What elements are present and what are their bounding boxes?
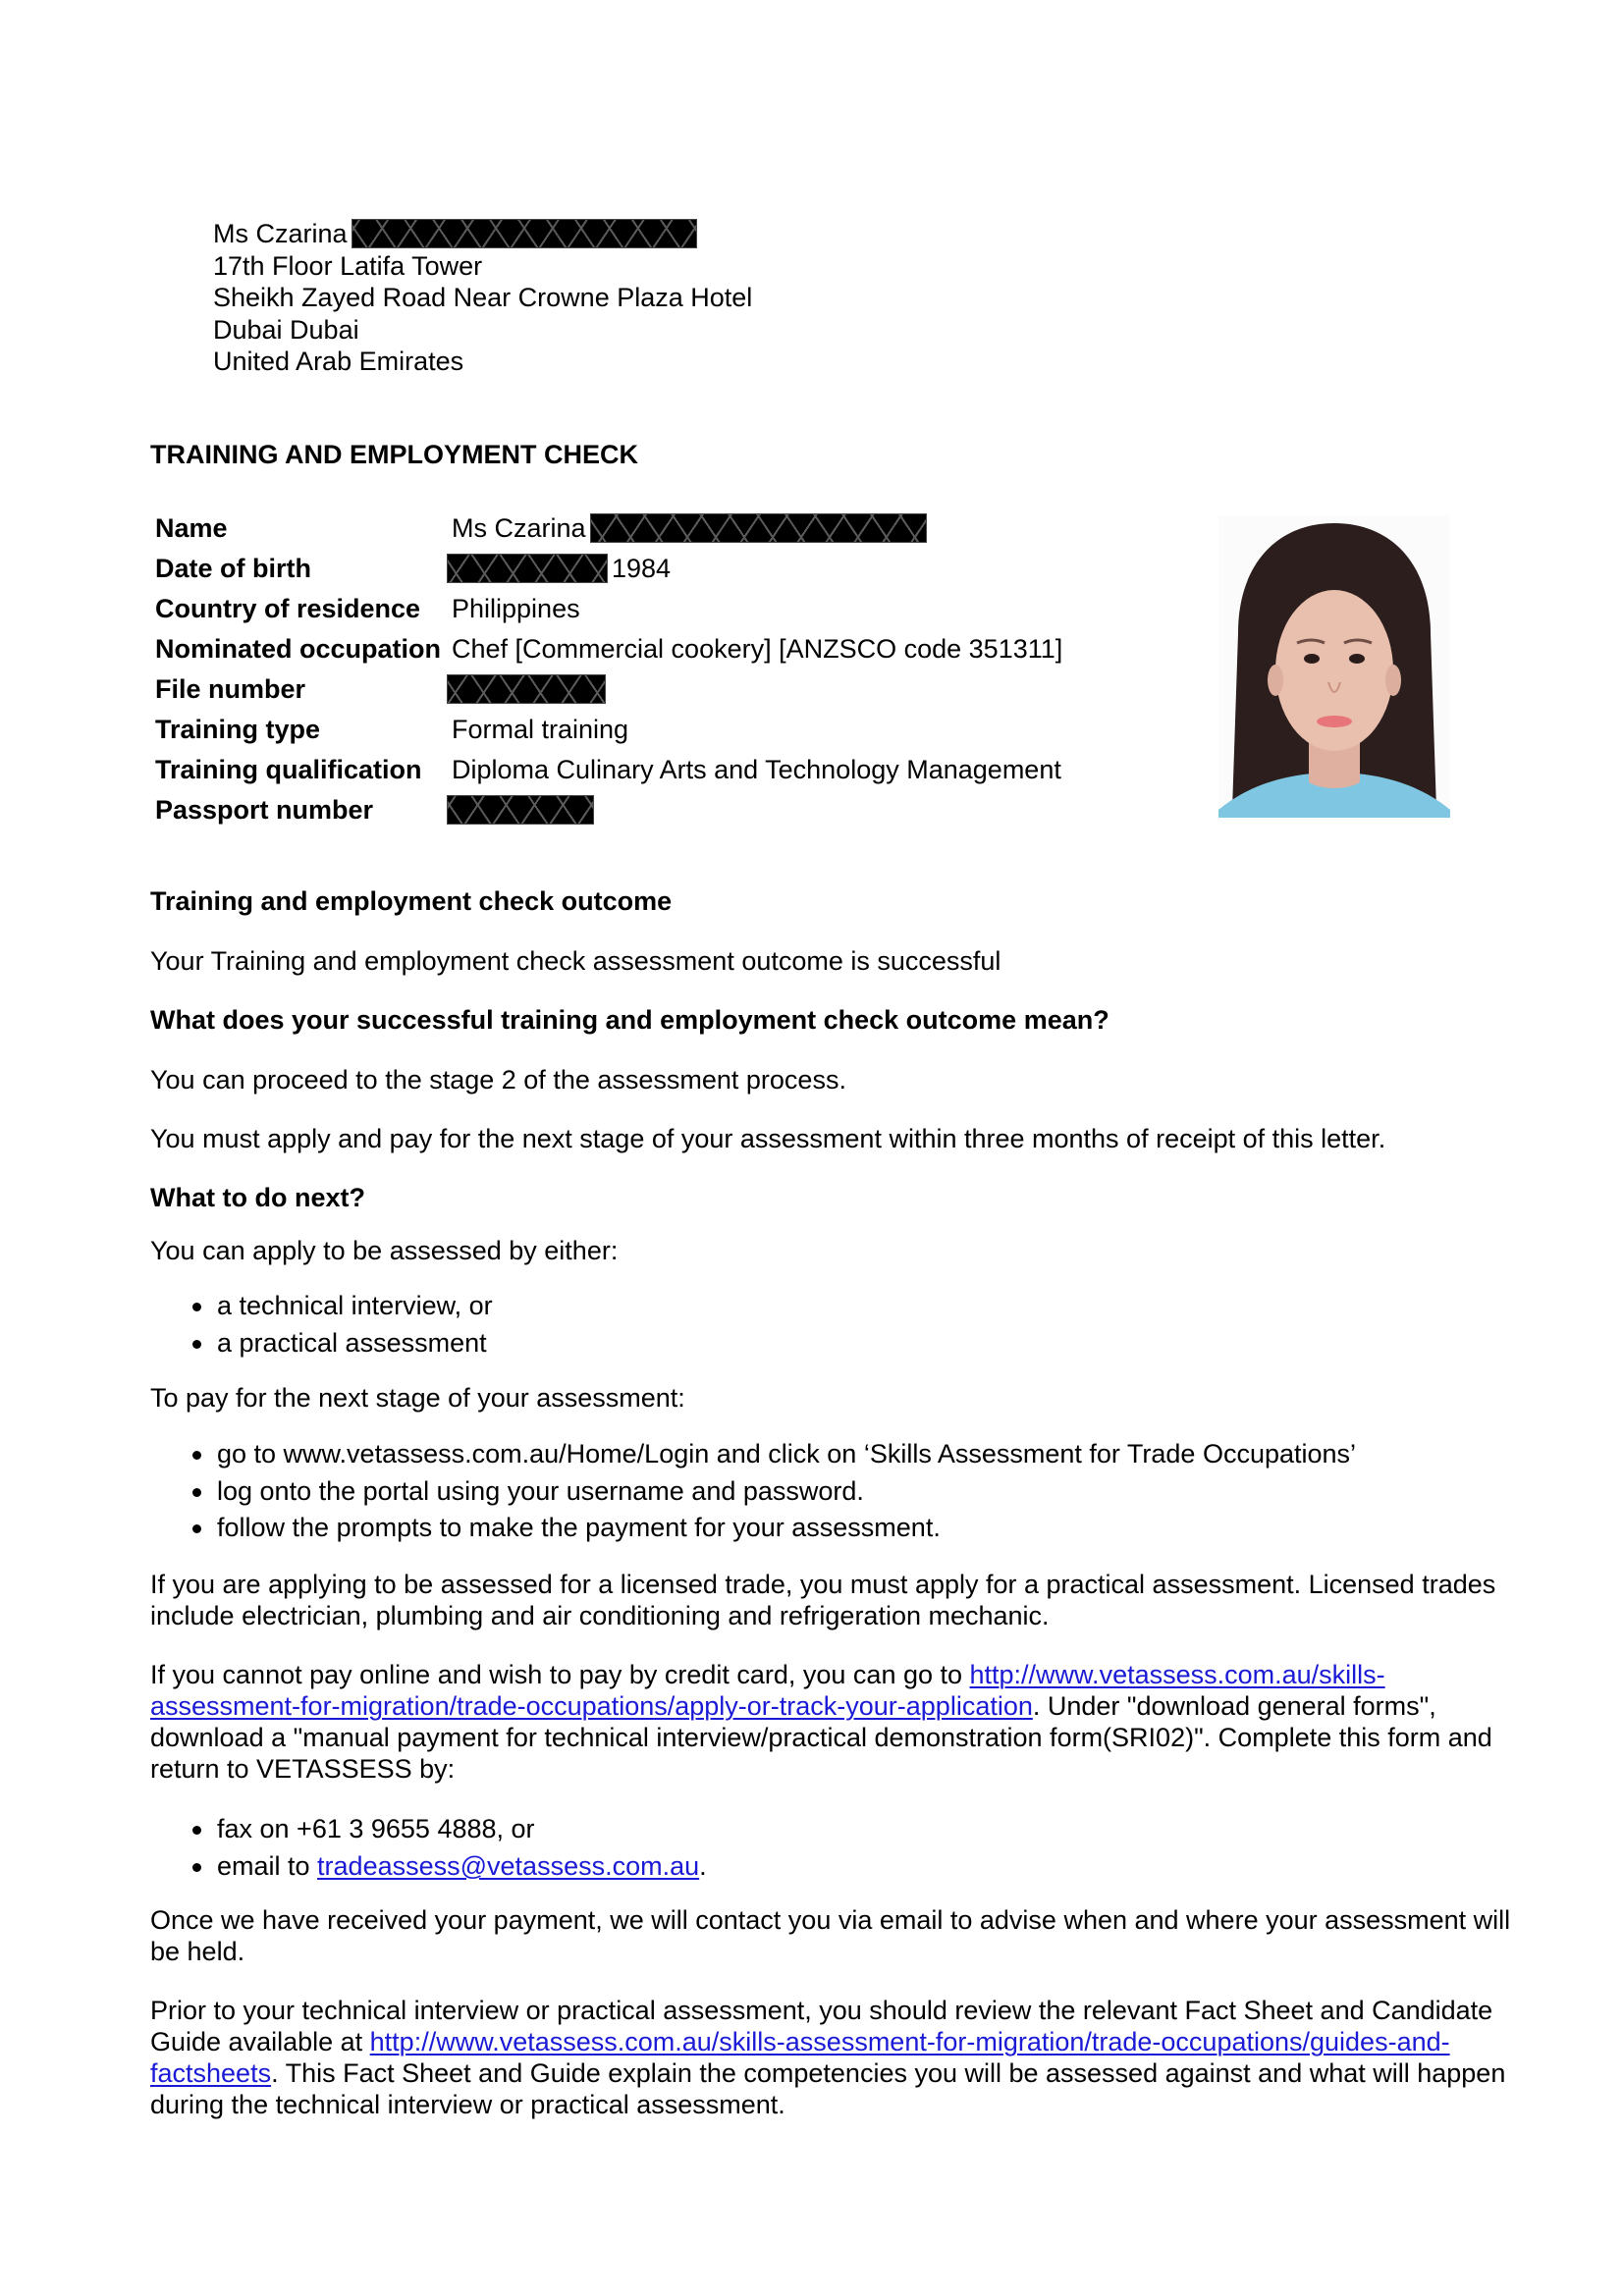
guide-line-2 (150, 2026, 1505, 2057)
guide-line-1: Prior to your technical interview or practical assessment, you should review the relevant Fact Sheet and Candidate (150, 1996, 1493, 2025)
manual-payment-line-2 (150, 1690, 1492, 1722)
outcome-result-text: Your Training and employment check assessment outcome is successful (150, 946, 1001, 976)
details-value: Philippines (452, 594, 580, 623)
address-line-4: United Arab Emirates (213, 347, 464, 376)
meaning-paragraph-2: You must apply and pay for the next stage of your assessment within three months of receipt of this letter. (150, 1124, 1386, 1153)
apply-or-track-link-continued[interactable]: assessment-for-migration/trade-occupations/apply-or-track-your-application (150, 1691, 1033, 1721)
guide-line-3 (150, 2057, 1505, 2089)
manual-payment-paragraph (150, 1659, 1492, 1785)
contact-line-1: Once we have received your payment, we will contact you via email to advise when and where your assessment will (150, 1905, 1511, 1935)
details-label: Training qualification (155, 755, 422, 784)
pay-intro: To pay for the next stage of your assessment: (150, 1383, 685, 1413)
meaning-heading: What does your successful training and employment check outcome mean? (150, 1005, 1109, 1035)
details-label: Date of birth (155, 554, 311, 583)
return-methods-list (150, 1811, 707, 1885)
manual-payment-text: . Under "download general forms", (1032, 1691, 1436, 1721)
details-label: Training type (155, 715, 321, 744)
guide-paragraph (150, 1995, 1505, 2120)
next-steps-heading: What to do next? (150, 1183, 365, 1212)
list-item: follow the prompts to make the payment for your assessment. (150, 1510, 1356, 1547)
guide-line-4: during the technical interview or practical assessment. (150, 2090, 785, 2119)
list-item-fax: fax on +61 3 9655 4888, or (150, 1811, 707, 1848)
guides-factsheets-link-continued[interactable]: factsheets (150, 2058, 272, 2088)
applicant-photo (1218, 515, 1450, 818)
email-suffix: . (699, 1850, 707, 1881)
list-item: a technical interview, or (150, 1288, 493, 1325)
redacted-birth-date (447, 554, 608, 583)
email-link[interactable]: tradeassess@vetassess.com.au (317, 1850, 700, 1881)
licensed-trade-paragraph (150, 1569, 1495, 1631)
redacted-file-number (447, 674, 606, 704)
redacted-surname (352, 219, 697, 248)
address-line-1: 17th Floor Latifa Tower (213, 250, 483, 281)
recipient-name-line (213, 218, 752, 250)
assessment-options-list (150, 1288, 493, 1362)
details-label: Passport number (155, 795, 374, 825)
details-value: Chef [Commercial cookery] [ANZSCO code 351311] (452, 634, 1063, 664)
details-label: Name (155, 513, 228, 543)
list-item: log onto the portal using your username and password. (150, 1473, 1356, 1511)
licensed-line-1: If you are applying to be assessed for a licensed trade, you must apply for a practical assessment. Licensed trades (150, 1570, 1496, 1599)
next-steps-intro: You can apply to be assessed by either: (150, 1236, 619, 1265)
guide-text: Guide available at (150, 2027, 370, 2056)
contact-paragraph (150, 1904, 1510, 1967)
list-item: a practical assessment (150, 1325, 493, 1362)
page-title: TRAINING AND EMPLOYMENT CHECK (150, 440, 638, 469)
name-value: Ms Czarina (452, 513, 586, 543)
details-value: Diploma Culinary Arts and Technology Management (452, 755, 1061, 784)
address-line-3: Dubai Dubai (213, 314, 359, 345)
birth-year-value: 1984 (612, 554, 672, 583)
details-value: Formal training (452, 715, 629, 744)
email-prefix: email to (217, 1850, 318, 1881)
apply-or-track-link[interactable]: http://www.vetassess.com.au/skills- (969, 1660, 1385, 1689)
details-value (447, 549, 671, 588)
payment-steps-list (150, 1436, 1356, 1547)
details-value (447, 790, 594, 829)
details-label: Country of residence (155, 594, 421, 623)
details-label: File number (155, 674, 306, 704)
details-value (452, 508, 927, 548)
details-value (447, 669, 606, 709)
licensed-line-2: include electrician, plumbing and air conditioning and refrigeration mechanic. (150, 1601, 1050, 1630)
redacted-surname (590, 513, 927, 543)
redacted-passport-number (447, 795, 594, 825)
outcome-heading: Training and employment check outcome (150, 886, 673, 916)
recipient-name: Ms Czarina (213, 219, 348, 248)
contact-line-2: be held. (150, 1937, 245, 1966)
list-item-email (150, 1848, 707, 1886)
address-line-2: Sheikh Zayed Road Near Crowne Plaza Hotel (213, 283, 753, 312)
meaning-paragraph-1: You can proceed to the stage 2 of the assessment process. (150, 1065, 846, 1095)
list-item: go to www.vetassess.com.au/Home/Login and click on ‘Skills Assessment for Trade Occupations’ (150, 1436, 1356, 1473)
details-label: Nominated occupation (155, 634, 442, 664)
manual-payment-line-1 (150, 1659, 1492, 1690)
manual-payment-text: If you cannot pay online and wish to pay by credit card, you can go to (150, 1660, 970, 1689)
manual-payment-line-4: return to VETASSESS by: (150, 1754, 456, 1784)
recipient-address (213, 218, 752, 378)
portrait-image (1218, 515, 1450, 818)
guide-text: . This Fact Sheet and Guide explain the competencies you will be assessed against and what will happen (271, 2058, 1506, 2088)
guides-factsheets-link[interactable]: http://www.vetassess.com.au/skills-assessment-for-migration/trade-occupations/guides-and- (369, 2027, 1450, 2056)
manual-payment-line-3: download a "manual payment for technical interview/practical demonstration form(SRI02)". Complete this form and (150, 1723, 1492, 1752)
